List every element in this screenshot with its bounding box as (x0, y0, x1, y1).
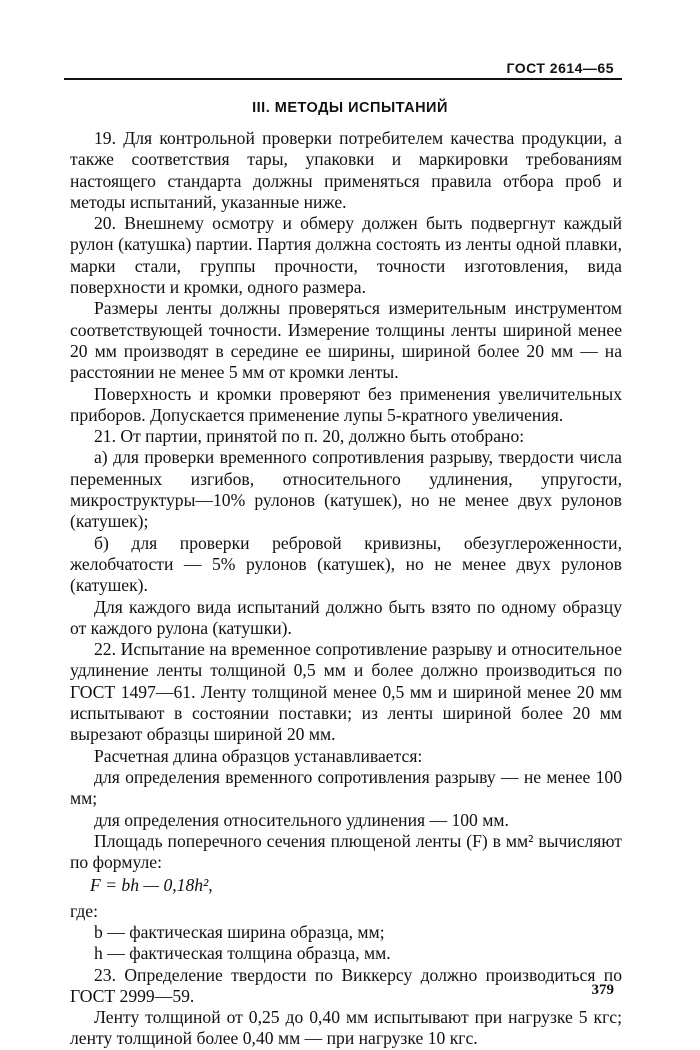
gost-code-header: ГОСТ 2614—65 (506, 60, 614, 76)
paragraph-21b: б) для проверки ребровой кривизны, обезуглероженности, желобчатости — 5% рулонов (катушек), но не менее двух рулонов (катушек). (70, 532, 622, 596)
formula: F = bh — 0,18h², (90, 875, 213, 896)
definition-h: h — фактическая толщина образца, мм. (94, 943, 391, 964)
paragraph-gauge-length: Расчетная длина образцов устанавливается: (94, 745, 423, 766)
paragraph-23: 23. Определение твердости по Виккерсу должно производиться по ГОСТ 2999—59. (70, 964, 622, 1006)
paragraph-21a: а) для проверки временного сопротивления разрыву, твердости числа переменных изгибов, относительного удлинения, упругости, микроструктуры—10% рулонов (катушек), но не менее двух рулонов (катушек); (70, 447, 622, 532)
paragraph-load: Ленту толщиной от 0,25 до 0,40 мм испытывают при нагрузке 5 кгс; ленту толщиной более 0,40 мм — при нагрузке 10 кгс. (70, 1007, 622, 1049)
paragraph-sample-per-roll: Для каждого вида испытаний должно быть взято по одному образцу от каждого рулона (катушки). (70, 596, 622, 638)
definition-b: b — фактическая ширина образца, мм; (94, 921, 385, 942)
paragraph-22: 22. Испытание на временное сопротивление разрыву и относительное удлинение ленты толщиной 0,5 мм и более должно производиться по ГОСТ 1497—61. Ленту толщиной менее 0,5 мм и шириной менее 20 мм испытывают в состоянии поставки; из ленты шириной более 20 мм вырезают образцы шириной 20 мм. (70, 639, 622, 745)
section-title: III. МЕТОДЫ ИСПЫТАНИЙ (252, 100, 448, 116)
body-text (70, 128, 622, 1050)
paragraph-area: Площадь поперечного сечения плющеной ленты (F) в мм² вычисляют по формуле: (70, 830, 622, 873)
where-label: где: (70, 900, 98, 921)
paragraph-dimensions: Размеры ленты должны проверяться измерительным инструментом соответствующей точности. Измерение толщины ленты шириной менее 20 мм производят в середине ее ширины, шириной более 20 мм — на расстоянии не менее 5 мм от кромки ленты. (70, 298, 622, 383)
paragraph-gauge-elongation: для определения относительного удлинения — 100 мм. (94, 809, 509, 830)
paragraph-19: 19. Для контрольной проверки потребителем качества продукции, а также соответствия тары, упаковки и маркировки требованиям настоящего стандарта должны применяться правила отбора проб и методы испытаний, указанные ниже. (70, 128, 622, 212)
paragraph-21: 21. От партии, принятой по п. 20, должно быть отобрано: (94, 426, 525, 447)
header-rule (64, 78, 622, 80)
paragraph-surface: Поверхность и кромки проверяют без применения увеличительных приборов. Допускается применение лупы 5-кратного увеличения. (70, 383, 622, 425)
paragraph-gauge-tensile: для определения временного сопротивления разрыву — не менее 100 мм; (70, 766, 622, 809)
paragraph-20: 20. Внешнему осмотру и обмеру должен быть подвергнут каждый рулон (катушка) партии. Партия должна состоять из ленты одной плавки, марки стали, группы прочности, точности изготовления, вида поверхности и кромки, одного размера. (70, 213, 622, 298)
page-number: 379 (591, 982, 614, 998)
